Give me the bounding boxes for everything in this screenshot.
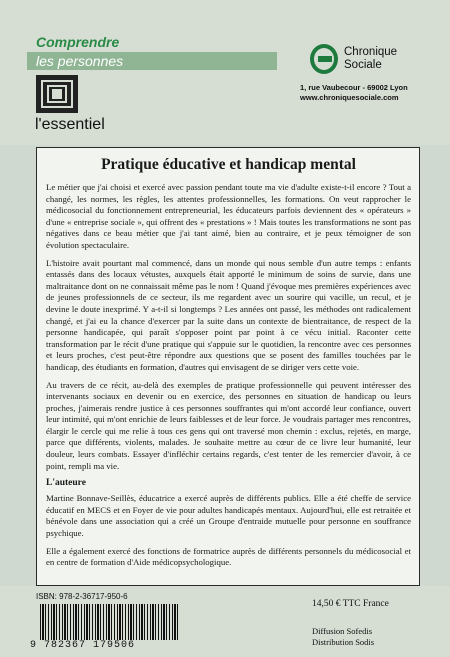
publisher-website: www.chroniquesociale.com bbox=[300, 93, 399, 102]
price: 14,50 € TTC France bbox=[312, 599, 389, 609]
author-paragraph-2: Elle a également exercé des fonctions de formatrice auprès de différents personnels du médicosocial et en centre de formation d'Aide médicopsychologique. bbox=[46, 545, 411, 568]
collection-logo-icon bbox=[36, 75, 78, 113]
publisher-address: 1, rue Vaubecour - 69002 Lyon bbox=[300, 83, 408, 92]
series-title: Comprendre bbox=[36, 34, 120, 50]
blurb-paragraph-3: Au travers de ce récit, au-delà des exemples de pratique professionnelle qui peuvent intéresser des intervenants sociaux en devenir ou en exercice, des personnes en situation de handicap ou leurs proches, j'aimerais rendre justice à ces personnes souffrantes qui m'ont accordé leur confiance, ouvert leur intimité, qui m'ont enrichie de leurs faiblesses et de leur force. Je voudrais partager mes rencontres, élargir le cercle qui me relie à tous ces gens qui ont traversé mon chemin : exclus, rejetés, en marge, parce que différents, violents, malades. Je souhaite mettre au cœur de ce livre leur humanité, leur douleur, leurs combats. Essayer d'infléchir certains regards, c'est tenter de les remercier d'avoir, à ce point, rempli ma vie. bbox=[46, 379, 411, 471]
barcode-digits: 9 782367 179506 bbox=[30, 640, 136, 651]
publisher-name-line1: Chronique bbox=[344, 46, 398, 58]
publisher-name-line2: Sociale bbox=[344, 59, 382, 71]
blurb-paragraph-2: L'histoire avait pourtant mal commencé, dans un monde qui nous semble d'un autre temps : enfants entassés dans des locaux vétustes, auxquels était apporté le minimum de soins de survie, dans une maltraitance dont on ne connaissait même pas le nom ! Quand j'évoque mes premières expériences avec de jeunes professionnels de ce secteur, ils me regardent avec un sourire qui vacille, un recul, et je devine le doute inexprimé. Y a-t-il si longtemps ? Les années ont passé, les méthodes ont radicalement changé, et j'ai eu la chance d'exercer par la suite dans un contexte de bientraitance, de respect de la personne handicapée, qui paraît s'opposer point par point à ce vécu initial. Raconter cette transformation par le récit d'une pratique qui s'appuie sur le quotidien, la rencontre avec ces personnes et leurs proches, c'est peut-être répondre aux questions que se posent des familles touchées par le handicap, des étudiants en formation, d'autres qui envisagent de se diriger vers cette voie. bbox=[46, 257, 411, 372]
blurb-paragraph-1: Le métier que j'ai choisi et exercé avec passion pendant toute ma vie d'adulte existe-t-il encore ? Tout a changé, les normes, les règles, les attentes professionnelles, les formations. On veut rapprocher le médicosocial du fonctionnement entrepreneurial, les éducateurs parfois deviennent des « opérateurs » d'une « entreprise sociale », qui offrent des « prestations » ! Mais toutes les transformations ne sont pas négatives dans ce beau métier que j'ai tant aimé, bien au contraire, et je peux témoigner de son évolution spectaculaire. bbox=[46, 182, 411, 250]
back-cover-text-box bbox=[36, 147, 420, 586]
publisher-contact bbox=[300, 83, 408, 103]
collection-name: l'essentiel bbox=[35, 116, 105, 133]
book-title: Pratique éducative et handicap mental bbox=[101, 156, 356, 173]
distribution: Distribution Sodis bbox=[312, 637, 375, 647]
series-subtitle: les personnes bbox=[36, 53, 124, 69]
barcode-icon bbox=[40, 604, 178, 640]
isbn: ISBN: 978-2-36717-950-6 bbox=[36, 592, 128, 601]
diffusion: Diffusion Sofedis bbox=[312, 626, 373, 636]
author-paragraph-1: Martine Bonnave-Seillès, éducatrice a exercé auprès de différents publics. Elle a été cheffe de service éducatif en MECS et en Foyer de vie pour adultes handicapés mentaux. Aujourd'hui, elle est retraitée et bénévole dans une association qui a créé un Groupe d'entraide mutuelle pour personne en souffrance psychique. bbox=[46, 493, 411, 539]
publisher-name bbox=[344, 46, 397, 72]
publisher-logo-icon bbox=[310, 44, 338, 74]
author-heading: L'auteure bbox=[46, 478, 86, 489]
